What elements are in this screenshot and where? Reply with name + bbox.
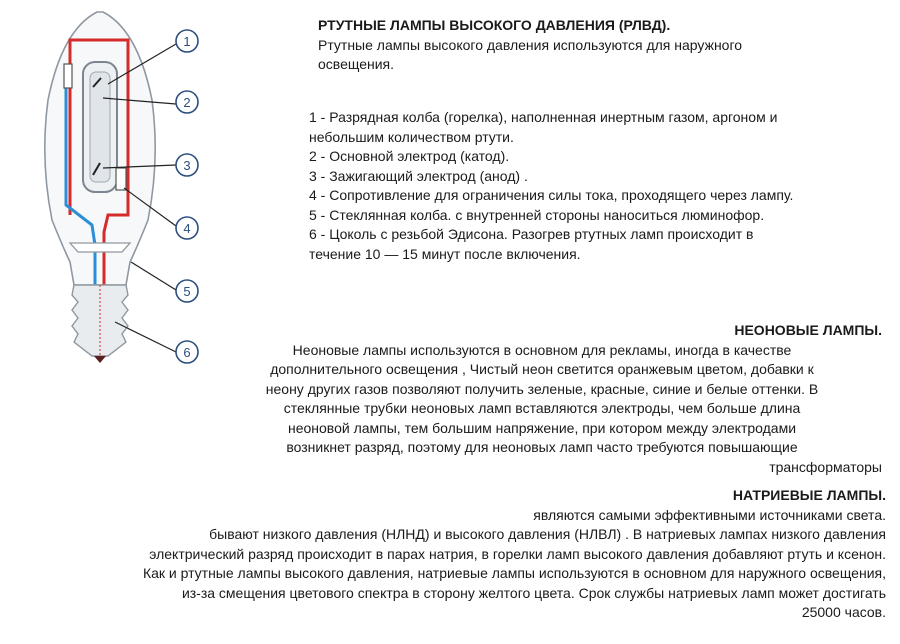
- sodium-lamp-section: [2, 486, 886, 623]
- neon-text-line: трансформаторы: [769, 458, 882, 475]
- callout-5: [176, 280, 198, 302]
- glass-stem: [70, 243, 130, 252]
- neon-title: НЕОНОВЫЕ ЛАМПЫ.: [734, 322, 882, 338]
- svg-text:4: 4: [183, 221, 191, 236]
- neon-text-line: стеклянные трубки неоновых ламп вставляются электроды, чем больше длина: [283, 400, 801, 416]
- callout-4: [176, 217, 198, 239]
- svg-text:1: 1: [183, 34, 191, 49]
- sodium-text-line: Как и ртутные лампы высокого давления, натриевые лампы используются в основном для наружного освещения,: [142, 565, 886, 581]
- list-item: 1 - Разрядная колба (горелка), наполненная инертным газом, аргоном и: [309, 109, 778, 125]
- neon-text-line: дополнительного освещения , Чистый неон светится оранжевым цветом, добавки к: [270, 361, 814, 377]
- list-item: 3 - Зажигающий электрод (анод) .: [309, 167, 528, 184]
- mercury-title: РТУТНЫЕ ЛАМПЫ ВЫСОКОГО ДАВЛЕНИЯ (РЛВД).: [318, 17, 671, 33]
- sodium-text-line: являются самыми эффективными источниками света.: [533, 506, 886, 523]
- svg-text:2: 2: [183, 95, 191, 110]
- svg-text:3: 3: [183, 158, 191, 173]
- callout-3: [176, 154, 198, 176]
- neon-text-line: неону других газов позволяют получить зеленые, красные, синие и белые оттенки. В: [265, 380, 819, 397]
- mercury-intro-line: Ртутные лампы высокого давления используются для наружного: [318, 36, 743, 53]
- list-item: 6 - Цоколь с резьбой Эдисона. Разогрев ртутных ламп происходит в: [309, 226, 754, 242]
- base-contact: [94, 356, 106, 363]
- neon-text-line: возникнет разряд, поэтому для неоновых ламп часто требуются повышающие: [286, 439, 798, 455]
- resistor: [116, 168, 126, 190]
- neon-lamp-section: [202, 321, 882, 477]
- callout-1: [176, 30, 198, 52]
- neon-text-line: Неоновые лампы используются в основном для рекламы, иногда в качестве: [292, 341, 792, 358]
- list-item: течение 10 — 15 минут после включения.: [309, 245, 581, 262]
- mercury-lamp-section: [318, 16, 878, 75]
- svg-text:6: 6: [183, 345, 191, 360]
- sodium-text-line: 25000 часов.: [801, 604, 886, 620]
- sodium-title: НАТРИЕВЫЕ ЛАМПЫ.: [732, 487, 886, 503]
- mercury-parts-list: [309, 108, 894, 264]
- svg-text:5: 5: [183, 284, 191, 299]
- leader-5: [131, 262, 176, 290]
- callout-6: [176, 341, 198, 363]
- upper-component: [64, 64, 72, 88]
- sodium-text-line: из-за смещения цветового спектра в сторону желтого цвета. Срок службы натриевых ламп может достигать: [181, 584, 886, 601]
- sodium-text-line: электрический разряд происходит в парах натрия, в горелки ламп высокого давления добавляют ртуть и ксенон.: [149, 545, 886, 562]
- list-item: 2 - Основной электрод (катод).: [309, 148, 510, 164]
- arc-tube-inner: [90, 72, 110, 182]
- list-item: 5 - Стеклянная колба. с внутренней стороны наноситься люминофор.: [309, 206, 765, 223]
- list-item: 4 - Сопротивление для ограничения силы тока, проходящего через лампу.: [309, 187, 794, 203]
- neon-text-line: неоновой лампы, тем большим напряжение, при котором между электродами: [287, 419, 797, 436]
- list-item: небольшим количеством ртути.: [309, 128, 514, 145]
- callout-2: [176, 91, 198, 113]
- sodium-text-line: бывают низкого давления (НЛНД) и высокого давления (НЛВЛ) . В натриевых лампах низкого давления: [209, 526, 886, 542]
- mercury-intro-line: освещения.: [318, 56, 395, 72]
